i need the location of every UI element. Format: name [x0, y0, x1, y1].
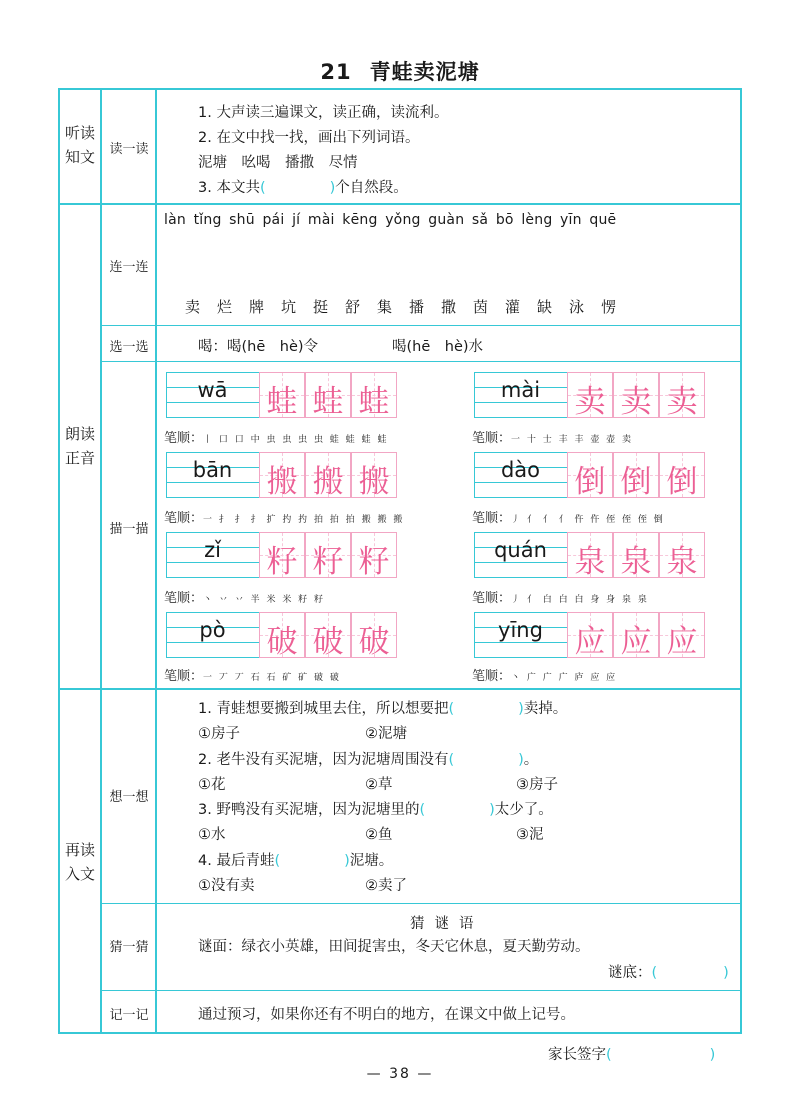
- stroke-order-label: 笔顺：: [164, 669, 204, 684]
- think-q3: [198, 798, 553, 819]
- think-q2-suffix: 。: [523, 752, 539, 768]
- guide-line: [166, 562, 259, 563]
- think-q1-option-b[interactable]: ②泥塘: [365, 726, 407, 742]
- connect-pinyin-row: làn tǐng shū pái jí mài kēng yǒng guàn sǎ bō lèng yīn quē: [164, 212, 617, 228]
- section-label-text: 听读知文: [64, 124, 95, 166]
- think-q4-suffix: 泥塘。: [349, 853, 394, 869]
- answer-blank[interactable]: ( ): [651, 965, 729, 981]
- guide-line: [166, 372, 259, 373]
- stroke-order-label: 笔顺：: [472, 591, 512, 606]
- label-note: 记一记: [109, 1008, 149, 1023]
- tracing-char: 倒: [574, 464, 606, 500]
- pinyin-text: bān: [192, 458, 233, 482]
- guide-line: [166, 452, 259, 453]
- stroke-order-label: 笔顺：: [472, 511, 512, 526]
- label-read: 读一读: [109, 142, 149, 157]
- tracing-char: 泉: [574, 544, 606, 580]
- guide-line: [166, 577, 259, 578]
- pinyin-lines: [474, 452, 567, 498]
- guide-line: [474, 657, 567, 658]
- tracing-cell[interactable]: [659, 612, 705, 658]
- section-label-text: 朗读正音: [64, 425, 95, 467]
- think-q2: [198, 748, 538, 769]
- connect-char[interactable]: 茵: [473, 298, 489, 316]
- guide-line: [166, 532, 259, 533]
- label-connect: 连一连: [109, 260, 149, 275]
- connect-char[interactable]: 泳: [569, 298, 585, 316]
- connect-char[interactable]: 挺: [313, 298, 329, 316]
- think-q2-option-c[interactable]: ③房子: [516, 777, 558, 793]
- guide-line: [474, 577, 567, 578]
- stroke-sequence: 丿 亻 亻 亻 仵 仵 侄 侄 侄 倒: [511, 515, 665, 525]
- think-q3-option-b[interactable]: ②鱼: [365, 827, 393, 843]
- row-divider: [100, 325, 742, 326]
- tracing-cell[interactable]: [305, 532, 351, 578]
- stroke-sequence: 丿 亻 白 白 白 身 身 泉 泉: [511, 595, 649, 605]
- tracing-char: 卖: [574, 384, 606, 420]
- think-q4-prefix: 4. 最后青蛙: [198, 853, 275, 869]
- guide-line: [166, 417, 259, 418]
- answer-blank[interactable]: ( ): [448, 701, 524, 717]
- stroke-order-label: 笔顺：: [164, 431, 204, 446]
- riddle-text: 谜面：绿衣小英雄，田间捉害虫，冬天它休息，夏天勤劳动。: [198, 939, 590, 955]
- connect-char[interactable]: 烂: [217, 298, 233, 316]
- writing-box: [474, 612, 706, 658]
- tracing-cell[interactable]: [613, 532, 659, 578]
- connect-char[interactable]: 卖: [185, 298, 201, 316]
- pinyin-lines: [166, 452, 259, 498]
- tracing-cell[interactable]: [567, 452, 613, 498]
- pinyin-text: quán: [494, 538, 547, 562]
- tracing-char: 破: [312, 624, 344, 660]
- tracing-cell[interactable]: [659, 372, 705, 418]
- tracing-char: 籽: [266, 544, 298, 580]
- row-divider: [100, 361, 742, 362]
- stroke-order: [472, 587, 649, 606]
- section-label-reread: [59, 838, 101, 886]
- pinyin-text: zǐ: [204, 538, 221, 562]
- section-label-pronounce: [59, 422, 101, 470]
- tracing-cell[interactable]: [305, 452, 351, 498]
- tracing-cell[interactable]: [567, 532, 613, 578]
- writing-box: [166, 452, 398, 498]
- tracing-char: 应: [666, 624, 698, 660]
- guide-line: [166, 612, 259, 613]
- tracing-char: 破: [266, 624, 298, 660]
- connect-char[interactable]: 舒: [345, 298, 361, 316]
- read-line-1: 1. 大声读三遍课文，读正确，读流利。: [198, 105, 449, 121]
- tracing-cell[interactable]: [613, 372, 659, 418]
- think-q1-suffix: 卖掉。: [523, 701, 568, 717]
- tracing-cell[interactable]: [259, 372, 305, 418]
- guide-line: [474, 372, 567, 373]
- think-q1-prefix: 1. 青蛙想要搬到城里去住，所以想要把: [198, 701, 449, 717]
- tracing-char: 卖: [666, 384, 698, 420]
- tracing-cell[interactable]: [305, 612, 351, 658]
- stroke-order: [472, 507, 665, 526]
- read-line-4-prefix: 3. 本文共: [198, 180, 260, 196]
- label-choose: 选一选: [109, 340, 149, 355]
- label-guess: 猜一猜: [109, 940, 149, 955]
- tracing-cell[interactable]: [351, 612, 397, 658]
- think-q3-option-a[interactable]: ①水: [198, 827, 226, 843]
- tracing-char: 籽: [312, 544, 344, 580]
- parent-signature-label: 家长签字: [548, 1047, 606, 1063]
- label-trace: 描一描: [109, 522, 149, 537]
- connect-char[interactable]: 牌: [249, 298, 265, 316]
- guide-line: [166, 497, 259, 498]
- pinyin-text: dào: [500, 458, 541, 482]
- riddle-answer-label: 谜底：: [608, 965, 652, 981]
- tracing-char: 蛙: [312, 384, 344, 420]
- stroke-sequence: 一 丆 丆 石 石 矿 矿 破 破: [203, 673, 341, 683]
- guide-line: [474, 452, 567, 453]
- tracing-char: 泉: [666, 544, 698, 580]
- pinyin-text: mài: [500, 378, 541, 402]
- stroke-order-label: 笔顺：: [164, 591, 204, 606]
- tracing-char: 搬: [358, 464, 390, 500]
- stroke-sequence: 丶 丷 丷 半 米 米 籽 籽: [203, 595, 326, 605]
- tracing-cell[interactable]: [567, 612, 613, 658]
- choose-item-a[interactable]: 喝：喝(hē hè)令: [198, 339, 319, 355]
- section-divider: [58, 688, 742, 690]
- tracing-char: 蛙: [358, 384, 390, 420]
- pinyin-text: pò: [199, 618, 226, 642]
- tracing-char: 蛙: [266, 384, 298, 420]
- tracing-cell[interactable]: [351, 372, 397, 418]
- guide-line: [166, 657, 259, 658]
- read-line-2: 2. 在文中找一找，画出下列词语。: [198, 130, 420, 146]
- column-divider-2: [155, 88, 157, 1034]
- think-q3-option-c[interactable]: ③泥: [516, 827, 544, 843]
- stroke-order-label: 笔顺：: [472, 431, 512, 446]
- writing-box: [474, 532, 706, 578]
- column-divider-1: [100, 88, 102, 1034]
- connect-char-row: [185, 296, 633, 317]
- guide-line: [166, 642, 259, 643]
- pinyin-lines: [474, 532, 567, 578]
- pinyin-text: wā: [197, 378, 228, 402]
- answer-blank[interactable]: ( ): [274, 853, 350, 869]
- tracing-char: 倒: [620, 464, 652, 500]
- connect-char[interactable]: 缺: [537, 298, 553, 316]
- think-q2-option-b[interactable]: ②草: [365, 777, 393, 793]
- read-line-4: [198, 176, 408, 197]
- think-q2-option-a[interactable]: ①花: [198, 777, 226, 793]
- guide-line: [474, 562, 567, 563]
- riddle-title: 猜谜语: [410, 916, 484, 932]
- tracing-char: 应: [620, 624, 652, 660]
- answer-blank[interactable]: ( ): [419, 802, 495, 818]
- connect-char[interactable]: 坑: [281, 298, 297, 316]
- tracing-cell[interactable]: [659, 452, 705, 498]
- row-divider: [100, 903, 742, 904]
- think-q1-option-a[interactable]: ①房子: [198, 726, 240, 742]
- stroke-order-label: 笔顺：: [472, 669, 512, 684]
- tracing-char: 应: [574, 624, 606, 660]
- guide-line: [474, 532, 567, 533]
- pinyin-lines: [166, 612, 259, 658]
- connect-char[interactable]: 播: [409, 298, 425, 316]
- section-label-listen: [59, 121, 101, 169]
- tracing-cell[interactable]: [259, 532, 305, 578]
- stroke-order: [472, 665, 617, 684]
- guide-line: [474, 402, 567, 403]
- page-number: — 38 —: [366, 1066, 434, 1082]
- writing-box: [166, 532, 398, 578]
- stroke-sequence: 一 扌 扌 扌 扩 扚 扚 拍 拍 拍 搬 搬 搬: [203, 515, 405, 525]
- stroke-order: [472, 427, 633, 446]
- tracing-char: 搬: [312, 464, 344, 500]
- writing-box: [166, 372, 398, 418]
- tracing-char: 卖: [620, 384, 652, 420]
- tracing-cell[interactable]: [613, 452, 659, 498]
- label-think: 想一想: [109, 790, 149, 805]
- tracing-cell[interactable]: [305, 372, 351, 418]
- section-label-text: 再读入文: [64, 841, 95, 883]
- think-q4-option-a[interactable]: ①没有卖: [198, 878, 255, 894]
- think-q4: [198, 849, 393, 870]
- signature-blank[interactable]: ( ): [606, 1047, 716, 1063]
- tracing-char: 籽: [358, 544, 390, 580]
- tracing-cell[interactable]: [259, 452, 305, 498]
- lesson-title: 青蛙卖泥塘: [369, 60, 480, 84]
- pinyin-lines: [166, 372, 259, 418]
- section-divider: [58, 203, 742, 205]
- tracing-cell[interactable]: [259, 612, 305, 658]
- guide-line: [474, 642, 567, 643]
- pinyin-text: yīng: [498, 618, 543, 642]
- tracing-cell[interactable]: [351, 532, 397, 578]
- connect-char[interactable]: 集: [377, 298, 393, 316]
- riddle-answer: [608, 961, 729, 982]
- connect-char[interactable]: 灌: [505, 298, 521, 316]
- writing-box: [474, 452, 706, 498]
- stroke-sequence: 丶 广 广 广 庐 应 应: [511, 673, 618, 683]
- tracing-char: 泉: [620, 544, 652, 580]
- think-q1: [198, 697, 567, 718]
- tracing-cell[interactable]: [613, 612, 659, 658]
- pinyin-lines: [474, 372, 567, 418]
- stroke-order: [164, 665, 341, 684]
- stroke-order: [164, 507, 404, 526]
- think-q4-option-b[interactable]: ②卖了: [365, 878, 407, 894]
- stroke-sequence: 丨 口 口 中 虫 虫 虫 虫 蛙 蛙 蛙 蛙: [203, 435, 389, 445]
- parent-signature: [548, 1043, 715, 1064]
- guide-line: [474, 417, 567, 418]
- guide-line: [166, 482, 259, 483]
- think-q2-prefix: 2. 老牛没有买泥塘，因为泥塘周围没有: [198, 752, 449, 768]
- pinyin-lines: [474, 612, 567, 658]
- answer-blank[interactable]: ( ): [448, 752, 524, 768]
- connect-char[interactable]: 撒: [441, 298, 457, 316]
- answer-blank[interactable]: ( ): [259, 180, 336, 196]
- guide-line: [474, 482, 567, 483]
- guide-line: [166, 402, 259, 403]
- guide-line: [474, 612, 567, 613]
- writing-box: [474, 372, 706, 418]
- page-title: [0, 56, 800, 86]
- read-line-4-suffix: 个自然段。: [335, 180, 408, 196]
- guide-line: [474, 497, 567, 498]
- pinyin-lines: [166, 532, 259, 578]
- tracing-char: 倒: [666, 464, 698, 500]
- tracing-char: 破: [358, 624, 390, 660]
- connect-char[interactable]: 愣: [601, 298, 617, 316]
- think-q3-prefix: 3. 野鸭没有买泥塘，因为泥塘里的: [198, 802, 420, 818]
- row-divider: [100, 990, 742, 991]
- stroke-order-label: 笔顺：: [164, 511, 204, 526]
- tracing-cell[interactable]: [351, 452, 397, 498]
- read-line-3: 泥塘 吆喝 播撒 尽情: [198, 155, 358, 171]
- stroke-order: [164, 587, 325, 606]
- writing-box: [166, 612, 398, 658]
- stroke-sequence: 一 十 士 丰 丰 壶 壶 卖: [511, 435, 634, 445]
- tracing-cell[interactable]: [659, 532, 705, 578]
- choose-item-b[interactable]: 喝(hē hè)水: [392, 339, 484, 355]
- think-q3-suffix: 太少了。: [494, 802, 553, 818]
- lesson-number: 21: [320, 60, 352, 84]
- note-text: 通过预习，如果你还有不明白的地方，在课文中做上记号。: [198, 1007, 575, 1023]
- stroke-order: [164, 427, 389, 446]
- tracing-char: 搬: [266, 464, 298, 500]
- tracing-cell[interactable]: [567, 372, 613, 418]
